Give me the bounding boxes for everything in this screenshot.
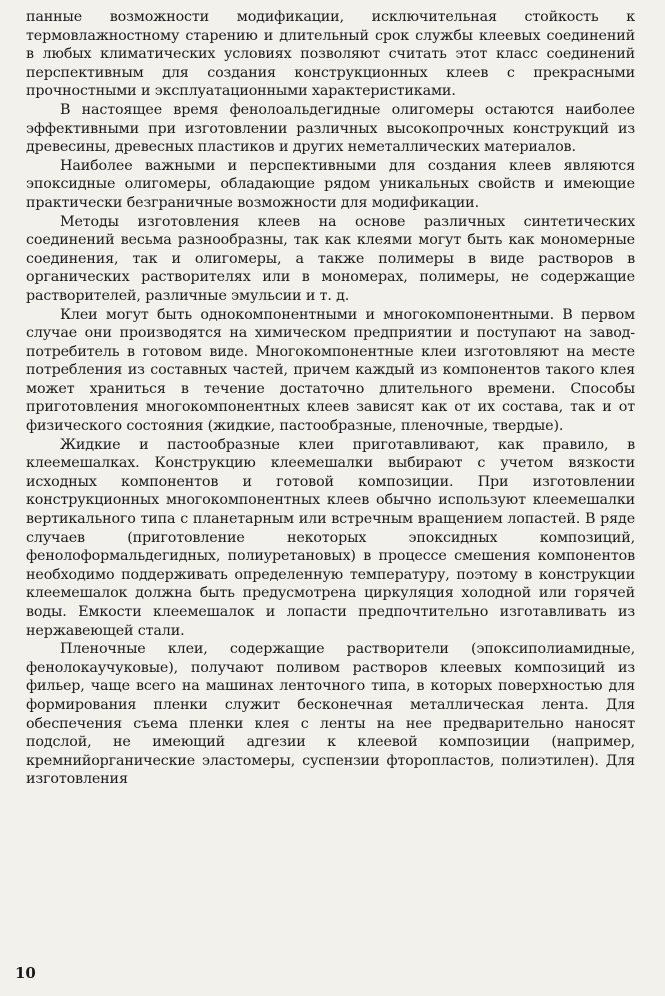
paragraph-6: Жидкие и пастообразные клеи приготавливают, как правило, в клеемешалках. Конструкцию клеемешалки выбирают с учетом вязкости исходных компонентов и готовой композиции. При изготовлении конструкционных многокомпонентных клеев обычно используют клеемешалки вертикального типа с планетарным или встречным вращением лопастей. В ряде случаев (приготовление некоторых эпоксидных композиций, фенолоформальдегидных, полиуретановых) в процессе смешения компонентов необходимо поддерживать определенную температуру, поэтому в конструкции клеемешалок должна быть предусмотрена циркуляция холодной или горячей воды. Емкости клеемешалок и лопасти предпочтительно изготавливать из нержавеющей стали. [26, 436, 635, 639]
paragraph-2: В настоящее время фенолоальдегидные олигомеры остаются наиболее эффективными при изготовлении различных высокопрочных конструкций из древесины, древесных пластиков и других неметаллических материалов. [26, 101, 635, 156]
paragraph-5: Клеи могут быть однокомпонентными и многокомпонентными. В первом случае они производятся на химическом предприятии и поступают на завод-потребитель в готовом виде. Многокомпонентные клеи изготовляют на месте потребления из составных частей, причем каждый из компонентов такого клея может храниться в течение достаточно длительного времени. Способы приготовления многокомпонентных клеев зависят как от их состава, так и от физического состояния (жидкие, пастообразные, пленочные, твердые). [26, 306, 635, 435]
paragraph-7: Пленочные клеи, содержащие растворители (эпоксиполиамидные, фенолокаучуковые), получают поливом растворов клеевых композиций из фильер, чаще всего на машинах ленточного типа, в которых поверхностью для формирования пленки служит бесконечная металлическая лента. Для обеспечения съема пленки клея с ленты на нее предварительно наносят подслой, не имеющий адгезии к клеевой композиции (например, кремнийорганические эластомеры, суспензии фторопластов, полиэтилен). Для изготовления [26, 641, 635, 788]
page-number: 10 [15, 964, 36, 982]
paragraph-1: панные возможности модификации, исключительная стойкость к термовлажностному старению и длительный срок службы клеевых соединений в любых климатических условиях позволяют считать этот класс соединений перспективным для создания конструкционных клеев с прекрасными прочностными и эксплуатационными характеристиками. [26, 9, 635, 100]
paragraph-4: Методы изготовления клеев на основе различных синтетических соединений весьма разнообразны, так как клеями могут быть как мономерные соединения, так и олигомеры, а также полимеры в виде растворов в органических растворителях или в мономерах, полимеры, не содержащие растворителей, различные эмульсии и т. д. [26, 213, 635, 304]
paragraph-3: Наиболее важными и перспективными для создания клеев являются эпоксидные олигомеры, обладающие рядом уникальных свойств и имеющие практически безграничные возможности для модификации. [26, 157, 635, 211]
